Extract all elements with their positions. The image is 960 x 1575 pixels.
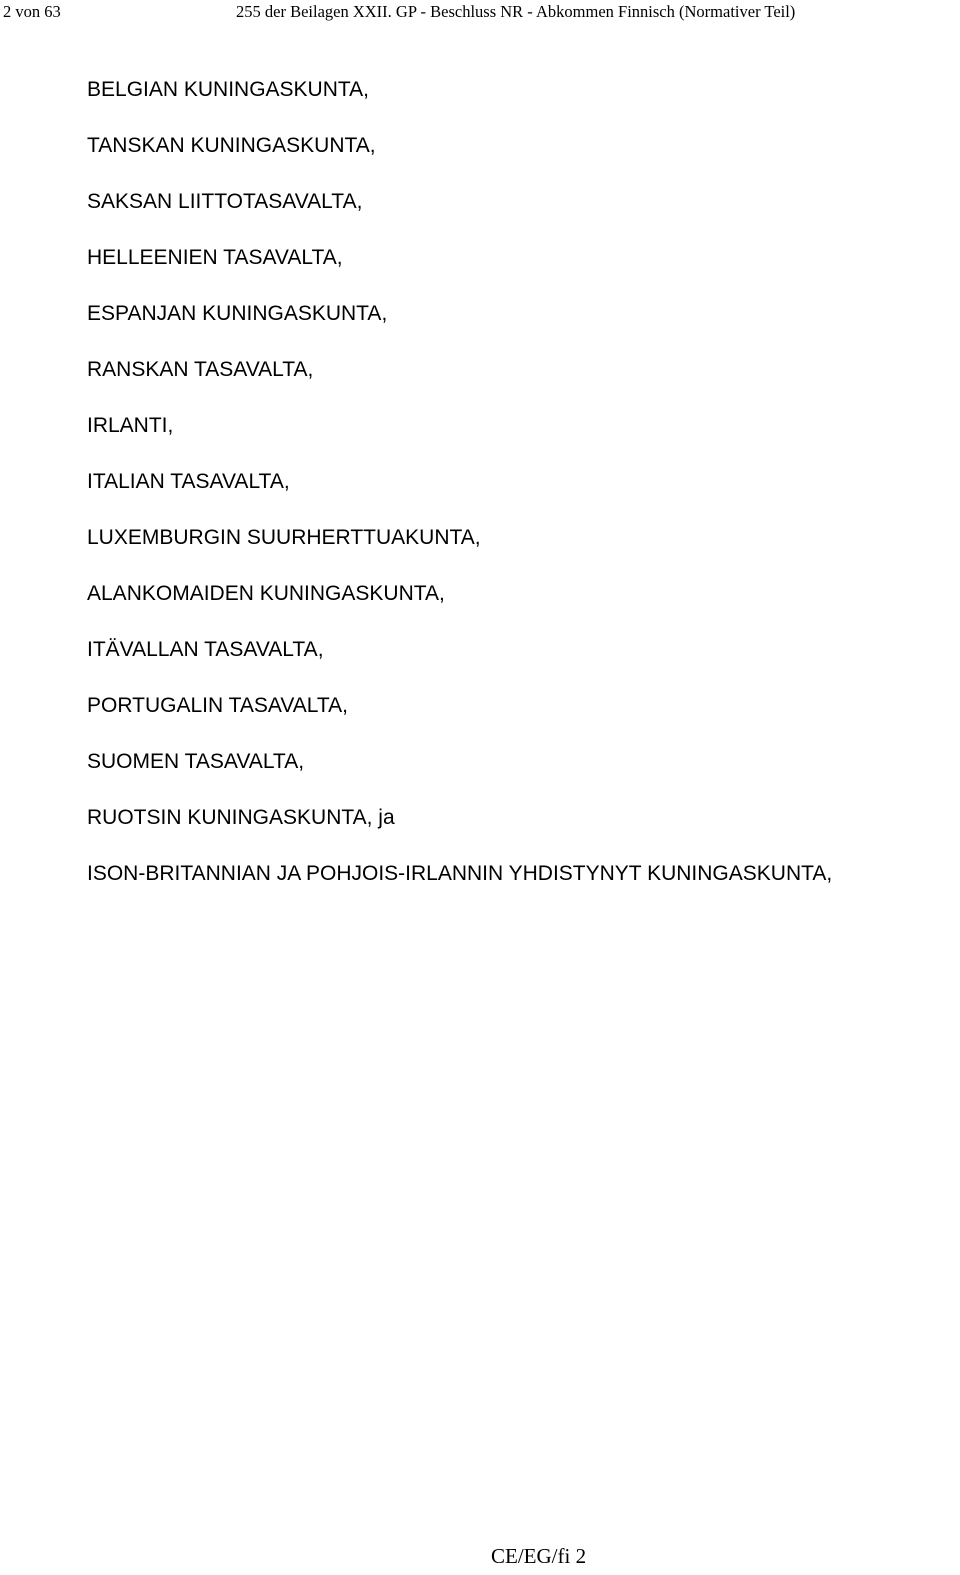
party-item: HELLEENIEN TASAVALTA, <box>87 246 343 269</box>
page-header <box>0 0 960 24</box>
party-item: ITÄVALLAN TASAVALTA, <box>87 638 324 661</box>
party-item: TANSKAN KUNINGASKUNTA, <box>87 134 376 157</box>
party-item: BELGIAN KUNINGASKUNTA, <box>87 78 370 101</box>
party-item: PORTUGALIN TASAVALTA, <box>87 694 349 717</box>
party-item: IRLANTI, <box>87 414 174 437</box>
party-item: RUOTSIN KUNINGASKUNTA, ja <box>87 806 395 829</box>
party-item: RANSKAN TASAVALTA, <box>87 358 314 381</box>
party-item: ITALIAN TASAVALTA, <box>87 470 290 493</box>
party-item: ESPANJAN KUNINGASKUNTA, <box>87 302 388 325</box>
party-item: SAKSAN LIITTOTASAVALTA, <box>87 190 363 213</box>
party-item: LUXEMBURGIN SUURHERTTUAKUNTA, <box>87 526 481 549</box>
page-footer <box>491 1541 586 1571</box>
party-item: ISON-BRITANNIAN JA POHJOIS-IRLANNIN YHDISTYNYT KUNINGASKUNTA, <box>87 862 833 885</box>
party-item: ALANKOMAIDEN KUNINGASKUNTA, <box>87 582 445 605</box>
party-item: SUOMEN TASAVALTA, <box>87 750 305 773</box>
footer-reference: CE/EG/fi 2 <box>491 1544 587 1568</box>
page-number: 2 von 63 <box>3 2 61 21</box>
contracting-parties-list <box>87 72 832 912</box>
document-title: 255 der Beilagen XXII. GP - Beschluss NR - Abkommen Finnisch (Normativer Teil) <box>236 2 796 21</box>
